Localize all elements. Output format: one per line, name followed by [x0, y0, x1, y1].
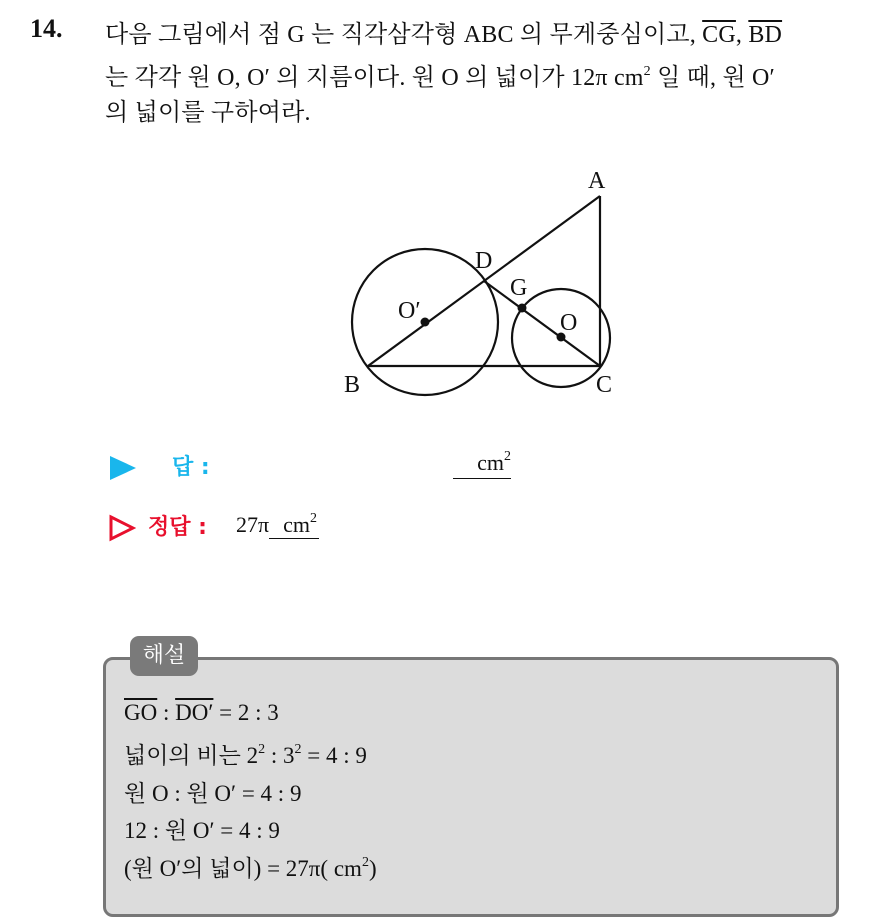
correct-label: 정답 : — [148, 515, 207, 540]
solution-line-5 — [124, 850, 377, 883]
correct-value — [236, 512, 319, 539]
label-o-prime: O′ — [398, 298, 421, 324]
solution-line-2-sup1: 2 — [258, 742, 266, 757]
problem-line-1-text: 다음 그림에서 점 G 는 직각삼각형 ABC 의 무게중심이고, — [105, 22, 703, 48]
label-a: A — [588, 168, 606, 194]
solution-tab: 해설 — [130, 636, 198, 676]
point-g-dot — [518, 304, 527, 313]
correct-unit-underline — [269, 512, 319, 539]
solution-line-5-text: (원 O′의 넓이) = 27π( cm — [124, 856, 362, 881]
problem-line-3: 의 넓이를 구하여라. — [105, 100, 311, 126]
answer-unit-exponent: 2 — [504, 449, 511, 464]
problem-line-2-text: 는 각각 원 O, O′ 의 지름이다. 원 O 의 넓이가 12π cm — [105, 65, 644, 91]
answer-label: 답 : — [172, 455, 210, 480]
answer-row — [110, 446, 610, 486]
segment-do-prime: DO′ — [175, 700, 214, 725]
segment-bd: $\overline{BD}$ — [748, 22, 783, 48]
problem-line-1 — [105, 14, 782, 49]
solution-line-2-mid: : 3 — [265, 743, 295, 768]
play-icon — [110, 456, 136, 480]
problem-line-2-end: 일 때, 원 O′ — [650, 65, 776, 91]
problem-line-2 — [105, 57, 775, 92]
geometry-figure — [330, 160, 630, 410]
label-o: O — [560, 310, 578, 336]
correct-number: 27π — [236, 512, 270, 537]
correct-unit: cm — [283, 512, 310, 537]
correct-answer-row — [108, 508, 608, 548]
solution-line-5-sup: 2 — [361, 855, 369, 870]
outline-play-icon — [108, 514, 136, 542]
label-d: D — [475, 248, 493, 274]
answer-unit: cm — [477, 450, 504, 475]
solution-line-3: 원 O : 원 O′ = 4 : 9 — [124, 781, 302, 806]
segment-cg: $\overline{CG}$ — [702, 22, 736, 48]
solution-line-2-text: 넓이의 비는 2 — [124, 743, 259, 768]
label-g: G — [510, 275, 528, 301]
problem-number: 14. — [30, 14, 63, 43]
solution-line-5-end: ) — [368, 856, 377, 881]
answer-input[interactable] — [453, 450, 511, 479]
segment-separator: , — [735, 22, 749, 48]
solution-line-2-rest: = 4 : 9 — [301, 743, 367, 768]
solution-line-1-mid: : — [157, 700, 176, 725]
label-c: C — [596, 372, 613, 398]
solution-line-2 — [124, 737, 367, 770]
solution-line-2-sup2: 2 — [294, 742, 302, 757]
segment-go: $\overline{GO}$ — [124, 700, 158, 725]
solution-line-1 — [124, 700, 279, 726]
correct-unit-exponent: 2 — [310, 511, 317, 526]
area-exponent: 2 — [643, 64, 651, 79]
solution-line-4: 12 : 원 O′ = 4 : 9 — [124, 818, 280, 843]
center-o-prime-dot — [421, 318, 430, 327]
solution-line-1-rest: = 2 : 3 — [213, 700, 279, 725]
label-b: B — [344, 372, 361, 398]
